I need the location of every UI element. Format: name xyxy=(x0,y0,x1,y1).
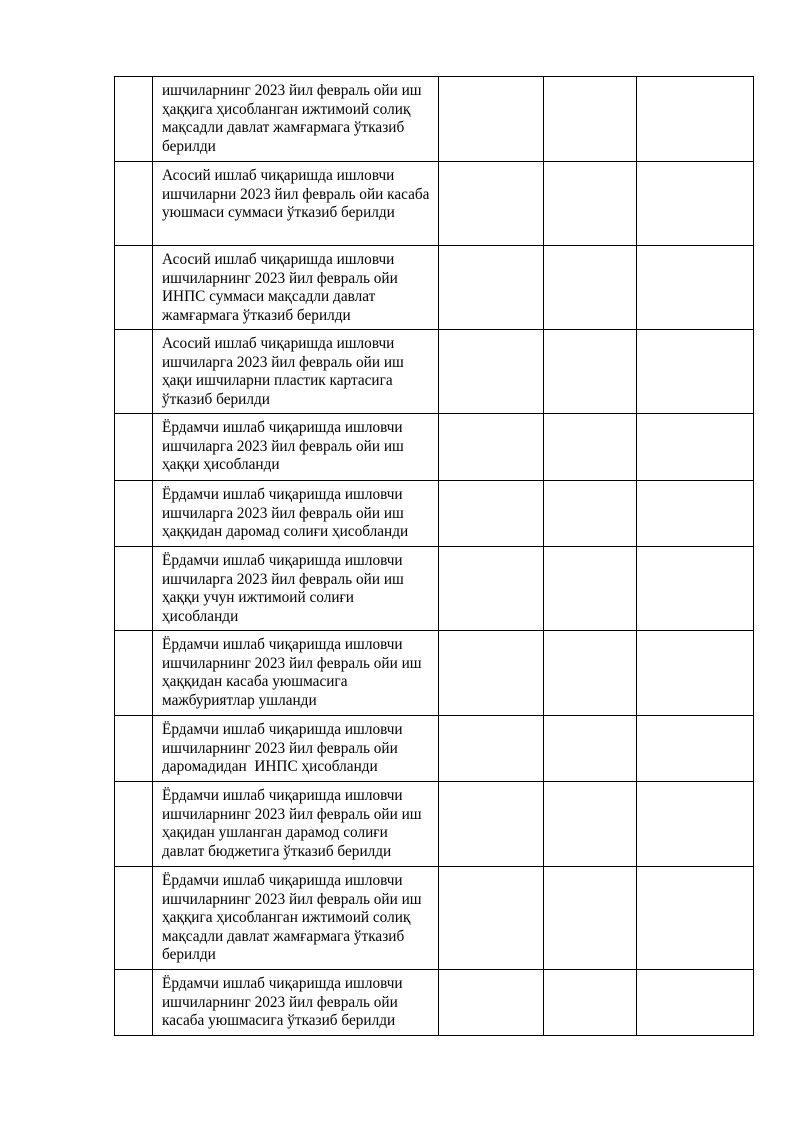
table-row xyxy=(115,867,754,970)
table-row xyxy=(115,246,754,330)
amount-cell xyxy=(637,970,754,1036)
debit-account-cell xyxy=(439,77,544,162)
row-number-cell xyxy=(115,631,153,716)
debit-account-cell xyxy=(439,782,544,867)
entry-description-text: Ёрдамчи ишлаб чиқаришда ишловчи ишчиларга 2023 йил февраль ойи иш ҳаққи учун ижтимоий солиғи ҳисобланди xyxy=(162,552,408,625)
row-number-cell xyxy=(115,162,153,246)
entry-description-text: Асосий ишлаб чиқаришда ишловчи ишчиларнинг 2023 йил февраль ойи ИНПС суммаси мақсадли давлат жамғармага ўтказиб берилди xyxy=(162,251,402,324)
debit-account-cell xyxy=(439,330,544,414)
amount-cell xyxy=(637,547,754,631)
credit-account-cell xyxy=(544,547,637,631)
table-row xyxy=(115,631,754,716)
entry-description-cell xyxy=(153,782,439,867)
entry-description-text: Ёрдамчи ишлаб чиқаришда ишловчи ишчиларнинг 2023 йил февраль ойи даромадидан ИНПС ҳисобланди xyxy=(162,721,407,776)
row-number-cell xyxy=(115,414,153,481)
row-number-cell xyxy=(115,867,153,970)
credit-account-cell xyxy=(544,782,637,867)
table-body xyxy=(115,77,754,1036)
entry-description-cell xyxy=(153,867,439,970)
entry-description-cell xyxy=(153,481,439,547)
credit-account-cell xyxy=(544,77,637,162)
amount-cell xyxy=(637,77,754,162)
table-row xyxy=(115,481,754,547)
table-row xyxy=(115,162,754,246)
debit-account-cell xyxy=(439,631,544,716)
table-row xyxy=(115,782,754,867)
debit-account-cell xyxy=(439,970,544,1036)
amount-cell xyxy=(637,162,754,246)
entry-description-text: Ёрдамчи ишлаб чиқаришда ишловчи ишчиларнинг 2023 йил февраль ойи касаба уюшмасига ўтказиб берилди xyxy=(162,975,407,1030)
entry-description-cell xyxy=(153,330,439,414)
row-number-cell xyxy=(115,77,153,162)
entry-description-text: Ёрдамчи ишлаб чиқаришда ишловчи ишчиларнинг 2023 йил февраль ойи иш ҳаққидан касаба уюшмасига мажбуриятлар ушланди xyxy=(162,636,426,709)
table-row xyxy=(115,716,754,782)
credit-account-cell xyxy=(544,330,637,414)
credit-account-cell xyxy=(544,246,637,330)
entry-description-text: Ёрдамчи ишлаб чиқаришда ишловчи ишчиларнинг 2023 йил февраль ойи иш ҳақидан ушланган дарамод солиғи давлат бюджетига ўтказиб берилди xyxy=(162,787,426,860)
row-number-cell xyxy=(115,481,153,547)
accounting-entries-table xyxy=(114,76,754,1036)
table-row xyxy=(115,547,754,631)
entry-description-cell xyxy=(153,547,439,631)
row-number-cell xyxy=(115,716,153,782)
amount-cell xyxy=(637,414,754,481)
credit-account-cell xyxy=(544,162,637,246)
entry-description-cell xyxy=(153,162,439,246)
entry-description-text: Ёрдамчи ишлаб чиқаришда ишловчи ишчиларга 2023 йил февраль ойи иш ҳаққидан даромад солиғи ҳисобланди xyxy=(162,486,409,541)
entry-description-cell xyxy=(153,246,439,330)
row-number-cell xyxy=(115,330,153,414)
entry-description-text: ишчиларнинг 2023 йил февраль ойи иш ҳаққига ҳисобланган ижтимоий солиқ мақсадли давлат жамғармага ўтказиб берилди xyxy=(162,82,426,155)
amount-cell xyxy=(637,716,754,782)
credit-account-cell xyxy=(544,631,637,716)
row-number-cell xyxy=(115,246,153,330)
entry-description-cell xyxy=(153,414,439,481)
amount-cell xyxy=(637,246,754,330)
amount-cell xyxy=(637,867,754,970)
amount-cell xyxy=(637,782,754,867)
credit-account-cell xyxy=(544,970,637,1036)
entry-description-text: Ёрдамчи ишлаб чиқаришда ишловчи ишчиларга 2023 йил февраль ойи иш ҳаққи ҳисобланди xyxy=(162,419,408,474)
table-row xyxy=(115,77,754,162)
entry-description-cell xyxy=(153,970,439,1036)
debit-account-cell xyxy=(439,414,544,481)
entry-description-cell xyxy=(153,77,439,162)
credit-account-cell xyxy=(544,716,637,782)
amount-cell xyxy=(637,330,754,414)
row-number-cell xyxy=(115,547,153,631)
table-row xyxy=(115,330,754,414)
credit-account-cell xyxy=(544,867,637,970)
credit-account-cell xyxy=(544,481,637,547)
table-row xyxy=(115,414,754,481)
entry-description-text: Асосий ишлаб чиқаришда ишловчи ишчиларни 2023 йил февраль ойи касаба уюшмаси суммаси ўтказиб берилди xyxy=(162,167,434,222)
debit-account-cell xyxy=(439,162,544,246)
row-number-cell xyxy=(115,782,153,867)
debit-account-cell xyxy=(439,246,544,330)
debit-account-cell xyxy=(439,716,544,782)
table-row xyxy=(115,970,754,1036)
amount-cell xyxy=(637,631,754,716)
amount-cell xyxy=(637,481,754,547)
debit-account-cell xyxy=(439,867,544,970)
credit-account-cell xyxy=(544,414,637,481)
entry-description-text: Асосий ишлаб чиқаришда ишловчи ишчиларга 2023 йил февраль ойи иш ҳақи ишчиларни пластик картасига ўтказиб берилди xyxy=(162,335,408,408)
entry-description-text: Ёрдамчи ишлаб чиқаришда ишловчи ишчиларнинг 2023 йил февраль ойи иш ҳаққига ҳисобланган ижтимоий солиқ мақсадли давлат жамғармага ўтказиб берилди xyxy=(162,872,426,964)
debit-account-cell xyxy=(439,547,544,631)
debit-account-cell xyxy=(439,481,544,547)
entry-description-cell xyxy=(153,631,439,716)
row-number-cell xyxy=(115,970,153,1036)
entry-description-cell xyxy=(153,716,439,782)
